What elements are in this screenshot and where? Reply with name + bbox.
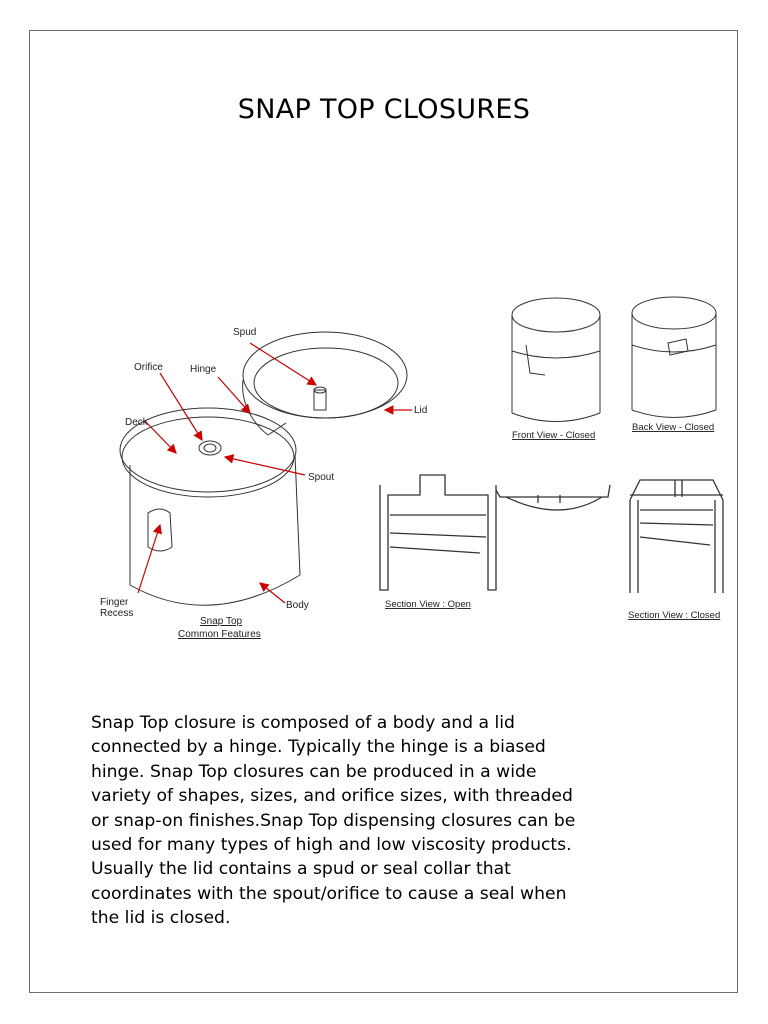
label-spud: Spud — [233, 327, 257, 338]
label-finger-recess-2: Recess — [100, 608, 134, 619]
label-deck: Deck — [125, 417, 148, 428]
caption-front-view: Front View - Closed — [512, 430, 596, 441]
caption-back-view: Back View - Closed — [632, 422, 715, 433]
front-view-drawing — [512, 298, 600, 422]
description-text — [91, 711, 691, 931]
label-lid: Lid — [414, 405, 428, 416]
main-closure-drawing — [120, 332, 407, 605]
text-line: coordinates with the spout/orifice to cause a seal when — [91, 883, 567, 904]
text-line: used for many types of high and low viscosity products. — [91, 835, 572, 856]
text-line: variety of shapes, sizes, and orifice sizes, with threaded — [91, 786, 573, 807]
caption-section-closed: Section View : Closed — [628, 610, 721, 621]
label-orifice: Orifice — [134, 362, 163, 373]
caption-section-open: Section View : Open — [385, 599, 471, 610]
snap-top-figure — [90, 285, 740, 645]
text-line: hinge. Snap Top closures can be produced in a wide — [91, 761, 537, 782]
section-closed-drawing — [630, 480, 723, 593]
text-line: connected by a hinge. Typically the hinge is a biased — [91, 737, 546, 758]
text-line: or snap-on finishes.Snap Top dispensing closures can be — [91, 810, 576, 831]
snap-top-diagram — [90, 285, 740, 645]
page-title: SNAP TOP CLOSURES — [237, 94, 531, 125]
text-line: the lid is closed. — [91, 908, 231, 929]
caption-snap-top: Snap Top — [200, 616, 243, 627]
text-line: Usually the lid contains a spud or seal collar that — [91, 859, 511, 880]
label-spout: Spout — [308, 472, 335, 483]
back-view-drawing — [632, 297, 716, 418]
caption-common-features: Common Features — [178, 629, 261, 640]
label-body: Body — [286, 600, 309, 611]
label-finger-recess-1: Finger — [100, 597, 129, 608]
section-open-drawing — [380, 475, 610, 590]
label-hinge: Hinge — [190, 364, 217, 375]
text-line: Snap Top closure is composed of a body and a lid — [91, 713, 515, 733]
